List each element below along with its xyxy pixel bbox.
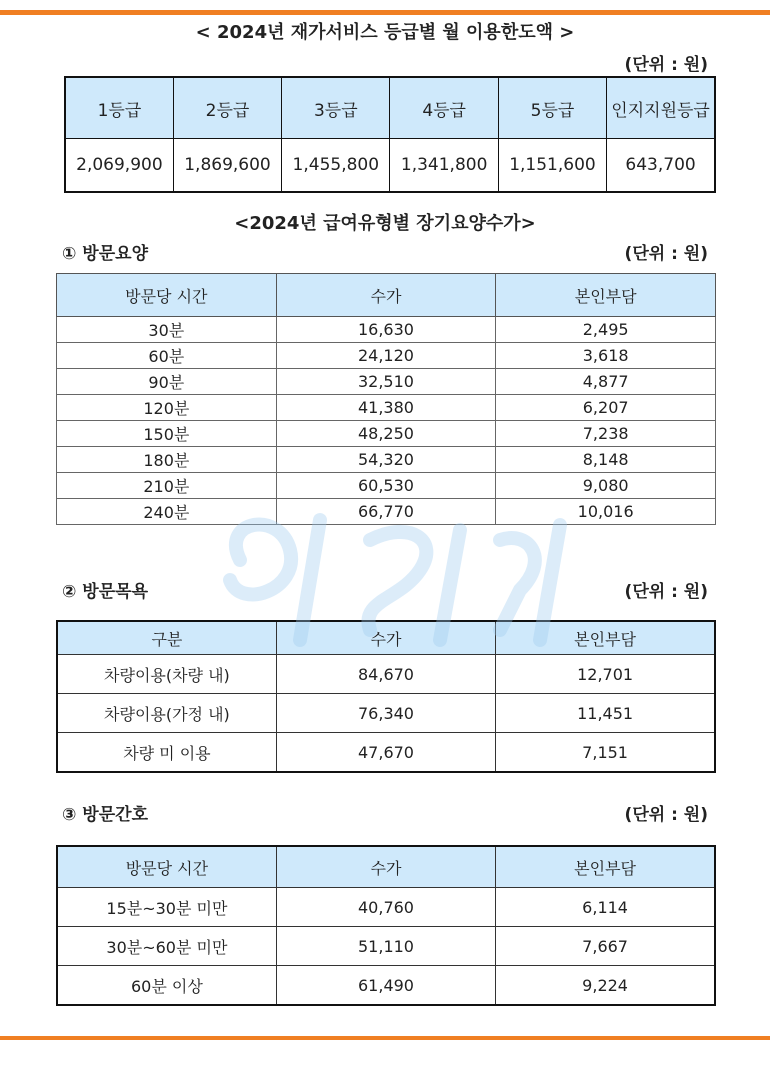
fee-cell: 54,320 xyxy=(276,447,496,473)
copay-cell: 7,151 xyxy=(496,733,715,773)
time-cell: 150분 xyxy=(57,421,277,447)
fee-cell: 32,510 xyxy=(276,369,496,395)
fee-cell: 84,670 xyxy=(276,655,495,694)
grade-header-cell: 4등급 xyxy=(390,77,498,139)
table-header-row xyxy=(57,274,716,317)
visit-nursing-heading: ③ 방문간호 xyxy=(62,805,148,825)
header-cell-fee: 수가 xyxy=(276,621,495,655)
grade-header-cell: 인지지원등급 xyxy=(607,77,715,139)
fee-cell: 76,340 xyxy=(276,694,495,733)
copay-cell: 12,701 xyxy=(496,655,715,694)
time-cell: 15분~30분 미만 xyxy=(57,888,276,927)
top-orange-rule xyxy=(0,10,770,15)
time-cell: 30분 xyxy=(57,317,277,343)
fee-cell: 40,760 xyxy=(276,888,495,927)
table-header-row xyxy=(57,846,715,888)
grade-unit-label: (단위 : 원) xyxy=(624,55,708,75)
table-row xyxy=(57,655,715,694)
visit-nursing-unit-label: (단위 : 원) xyxy=(624,805,708,825)
grade-value-row xyxy=(65,139,715,193)
grade-header-cell: 1등급 xyxy=(65,77,173,139)
category-cell: 차량이용(가정 내) xyxy=(57,694,276,733)
visit-care-heading: ① 방문요양 xyxy=(62,244,148,264)
header-cell-copay: 본인부담 xyxy=(496,846,715,888)
table-row xyxy=(57,369,716,395)
page-title: < 2024년 재가서비스 등급별 월 이용한도액 > xyxy=(195,22,575,43)
copay-cell: 10,016 xyxy=(496,499,716,525)
fee-cell: 16,630 xyxy=(276,317,496,343)
header-cell-copay: 본인부담 xyxy=(496,274,716,317)
time-cell: 120분 xyxy=(57,395,277,421)
time-cell: 90분 xyxy=(57,369,277,395)
grade-value-cell: 1,151,600 xyxy=(498,139,606,193)
header-cell-fee: 수가 xyxy=(276,274,496,317)
category-cell: 차량이용(차량 내) xyxy=(57,655,276,694)
table-row xyxy=(57,927,715,966)
visit-bath-table xyxy=(56,620,716,773)
copay-cell: 8,148 xyxy=(496,447,716,473)
header-cell-fee: 수가 xyxy=(276,846,495,888)
table-row xyxy=(57,317,716,343)
time-cell: 240분 xyxy=(57,499,277,525)
category-cell: 차량 미 이용 xyxy=(57,733,276,773)
table-row xyxy=(57,343,716,369)
fee-cell: 66,770 xyxy=(276,499,496,525)
copay-cell: 4,877 xyxy=(496,369,716,395)
visit-care-table xyxy=(56,273,716,525)
grade-header-row xyxy=(65,77,715,139)
table-row xyxy=(57,733,715,773)
copay-cell: 7,238 xyxy=(496,421,716,447)
grade-header-cell: 3등급 xyxy=(282,77,390,139)
grade-value-cell: 2,069,900 xyxy=(65,139,173,193)
grade-limit-table xyxy=(64,76,716,193)
table-row xyxy=(57,888,715,927)
copay-cell: 6,207 xyxy=(496,395,716,421)
fee-schedule-title: <2024년 급여유형별 장기요양수가> xyxy=(234,213,536,234)
table-row xyxy=(57,694,715,733)
time-cell: 210분 xyxy=(57,473,277,499)
bottom-orange-rule xyxy=(0,1036,770,1040)
time-cell: 180분 xyxy=(57,447,277,473)
table-row xyxy=(57,499,716,525)
visit-bath-heading: ② 방문목욕 xyxy=(62,582,148,602)
copay-cell: 6,114 xyxy=(496,888,715,927)
table-row xyxy=(57,447,716,473)
fee-cell: 24,120 xyxy=(276,343,496,369)
table-row xyxy=(57,473,716,499)
time-cell: 30분~60분 미만 xyxy=(57,927,276,966)
copay-cell: 11,451 xyxy=(496,694,715,733)
fee-cell: 51,110 xyxy=(276,927,495,966)
copay-cell: 2,495 xyxy=(496,317,716,343)
copay-cell: 9,224 xyxy=(496,966,715,1006)
copay-cell: 9,080 xyxy=(496,473,716,499)
fee-cell: 41,380 xyxy=(276,395,496,421)
visit-nursing-table xyxy=(56,845,716,1006)
header-cell-category: 구분 xyxy=(57,621,276,655)
fee-cell: 48,250 xyxy=(276,421,496,447)
header-cell-copay: 본인부담 xyxy=(496,621,715,655)
visit-bath-unit-label: (단위 : 원) xyxy=(624,582,708,602)
header-cell-time: 방문당 시간 xyxy=(57,274,277,317)
time-cell: 60분 이상 xyxy=(57,966,276,1006)
fee-cell: 60,530 xyxy=(276,473,496,499)
header-cell-time: 방문당 시간 xyxy=(57,846,276,888)
fee-cell: 47,670 xyxy=(276,733,495,773)
grade-value-cell: 643,700 xyxy=(607,139,715,193)
grade-value-cell: 1,341,800 xyxy=(390,139,498,193)
table-row xyxy=(57,966,715,1006)
grade-header-cell: 5등급 xyxy=(498,77,606,139)
visit-care-unit-label: (단위 : 원) xyxy=(624,244,708,264)
table-row xyxy=(57,421,716,447)
table-header-row xyxy=(57,621,715,655)
copay-cell: 3,618 xyxy=(496,343,716,369)
time-cell: 60분 xyxy=(57,343,277,369)
grade-value-cell: 1,869,600 xyxy=(173,139,281,193)
grade-value-cell: 1,455,800 xyxy=(282,139,390,193)
copay-cell: 7,667 xyxy=(496,927,715,966)
grade-header-cell: 2등급 xyxy=(173,77,281,139)
fee-cell: 61,490 xyxy=(276,966,495,1006)
table-row xyxy=(57,395,716,421)
